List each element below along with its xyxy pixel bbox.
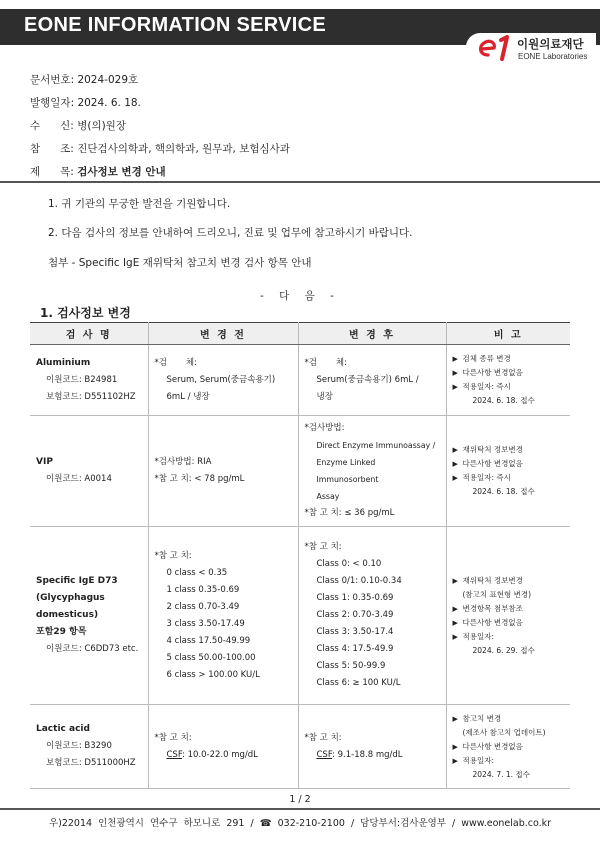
page-number: 1 / 2	[289, 794, 311, 805]
header-test-name: 검 사 명	[30, 323, 148, 345]
cell-line: 2 class 0.70-3.49	[166, 601, 240, 612]
cell-line: Class 3: 3.50-17.4	[316, 627, 394, 637]
remark-item: ▶ 적용일자: 즉시	[453, 380, 565, 394]
specimen-csf: CSF	[166, 749, 183, 760]
cell-line	[305, 747, 440, 764]
test-name: Lactic acid	[36, 724, 90, 734]
cell-line: *검 체:	[154, 357, 197, 368]
remark-item: ▶ 다른사항 변경없음	[453, 366, 565, 380]
logo-english-name: EONE Laboratories	[518, 52, 588, 61]
test-name: domesticus)	[36, 610, 99, 620]
cell-line: *참 고 치: ≤ 36 pg/mL	[304, 508, 395, 518]
cell-line: Class 0/1: 0.10-0.34	[316, 576, 402, 586]
remark-sub: 2024. 7. 1. 접수	[472, 769, 530, 779]
doc-number: 문서번호: 2024-029호	[30, 74, 139, 86]
remark-item: ▶ 다른사항 변경없음	[453, 457, 565, 471]
remarks-cell	[446, 705, 570, 789]
paragraph-2: 2. 다음 검사의 정보를 안내하여 드리오니, 진료 및 업무에 참고하시기 바랍니다.	[48, 227, 413, 239]
before-cell	[148, 345, 298, 416]
cell-line: *검 체:	[304, 357, 347, 368]
test-name: 포함29 항목	[36, 627, 87, 637]
after-cell	[298, 705, 446, 789]
header-after: 변 경 후	[298, 323, 446, 345]
remark-sub: 2024. 6. 29. 접수	[472, 645, 535, 655]
logo-korean-name: 이원의료재단	[517, 37, 584, 51]
cell-line: Class 1: 0.35-0.69	[316, 593, 394, 603]
specimen-csf: CSF	[316, 749, 333, 760]
cell-line: Serum(중금속용기) 6mL /	[316, 374, 419, 385]
test-name: Aluminium	[36, 357, 91, 368]
subject-label: 제 목:	[30, 166, 74, 178]
header-before: 변 경 전	[148, 323, 298, 345]
after-cell	[298, 345, 446, 416]
test-name-cell	[30, 416, 148, 527]
test-name-cell	[30, 705, 148, 789]
cell-line: Class 2: 0.70-3.49	[316, 610, 394, 620]
header-divider	[0, 181, 600, 183]
after-cell	[298, 527, 446, 705]
remark-item: ▶ 재위탁처 정보변경	[453, 574, 565, 588]
paragraph-1: 1. 귀 기관의 무궁한 발전을 기원합니다.	[48, 198, 231, 210]
remark-item: ▶ 다른사항 변경없음	[453, 616, 565, 630]
reference-row	[30, 141, 290, 156]
cell-line: 6mL / 냉장	[166, 391, 210, 402]
test-name: VIP	[36, 457, 53, 467]
cell-line: Enzyme Linked Immunosorbent	[316, 458, 379, 484]
section-title: 1. 검사정보 변경	[40, 306, 131, 320]
issue-date: 발행일자: 2024. 6. 18.	[30, 97, 141, 109]
remark-item: ▶ 변경항목 첨부참조	[453, 602, 565, 616]
footer-address: 우)22014 인천광역시 연수구 하모니로 291 / ☎ 032-210-2100 / 담당부서:검사운영부 / www.eonelab.co.kr	[48, 818, 552, 829]
cell-line: *참 고 치:	[304, 542, 342, 552]
table-header-row	[30, 323, 570, 345]
footer-divider	[0, 808, 600, 810]
before-cell	[148, 416, 298, 527]
recipient-value: 병(의)원장	[77, 120, 126, 132]
cell-line: Assay	[316, 492, 340, 501]
remark-item: ▶ 검체 종류 변경	[453, 352, 565, 366]
header-title: EONE INFORMATION SERVICE	[24, 14, 327, 36]
cell-line: *참 고 치:	[154, 550, 192, 561]
eone-logo-icon	[474, 35, 514, 63]
reference-label: 참 조:	[30, 143, 74, 155]
range-text: : 9.1-18.8 mg/dL	[332, 749, 403, 760]
test-code: 이원코드: B3290	[46, 741, 112, 751]
table-row	[30, 527, 570, 705]
cell-line: Serum, Serum(중금속용기)	[166, 374, 276, 385]
cell-line: *참 고 치:	[154, 732, 192, 743]
remark-sub: 2024. 6. 18. 접수	[472, 487, 535, 496]
remarks-cell	[446, 345, 570, 416]
test-code: 보험코드: D551102HZ	[46, 391, 136, 402]
cell-line: 냉장	[316, 391, 333, 402]
recipient-label: 수 신:	[30, 120, 74, 132]
remark-item: ▶ 다른사항 변경없음	[453, 740, 565, 754]
cell-line: Class 4: 17.5-49.9	[316, 644, 394, 654]
change-table	[30, 322, 570, 789]
cell-line: 5 class 50.00-100.00	[166, 652, 256, 663]
before-cell	[148, 527, 298, 705]
cell-line	[155, 747, 292, 764]
cell-line: *참 고 치: < 78 pg/mL	[154, 474, 245, 484]
after-cell	[298, 416, 446, 527]
range-text: : 10.0-22.0 mg/dL	[182, 749, 258, 760]
remark-sub: (참고치 표현형 변경)	[462, 589, 532, 599]
test-code: 보험코드: D511000HZ	[46, 758, 136, 768]
remarks-cell	[446, 416, 570, 527]
remark-sub: (제조사 참고치 업데이트)	[462, 727, 546, 737]
remark-sub: 2024. 6. 18. 접수	[472, 396, 535, 405]
table-row	[30, 416, 570, 527]
test-code: 이원코드: B24981	[46, 374, 118, 385]
remark-item: ▶ 적용일자:	[453, 630, 565, 644]
table-row	[30, 705, 570, 789]
remarks-cell	[446, 527, 570, 705]
header-remarks: 비 고	[446, 323, 570, 345]
test-name-cell	[30, 527, 148, 705]
cell-line: *검사방법:	[304, 423, 345, 433]
cell-line: 0 class < 0.35	[166, 567, 228, 578]
test-name: Specific IgE D73	[36, 576, 118, 586]
cell-line: Class 5: 50-99.9	[316, 661, 386, 671]
cell-line: Class 6: ≥ 100 KU/L	[316, 678, 401, 688]
remark-item: ▶ 적용일자: 즉시	[453, 471, 565, 485]
attachment-note: 첨부 - Specific IgE 재위탁처 참고치 변경 검사 항목 안내	[48, 257, 312, 269]
subject-value: 검사정보 변경 안내	[77, 166, 166, 178]
test-code: 이원코드: A0014	[46, 474, 112, 484]
cell-line: 6 class > 100.00 KU/L	[166, 669, 260, 680]
recipient-row	[30, 118, 126, 133]
remark-item: ▶ 재위탁처 정보변경	[453, 443, 565, 457]
cell-line: 1 class 0.35-0.69	[166, 584, 240, 595]
test-name-cell	[30, 345, 148, 416]
cell-line: *참 고 치:	[304, 732, 342, 743]
cell-line: 4 class 17.50-49.99	[166, 635, 251, 646]
subject-row	[30, 164, 166, 179]
remark-item: ▶ 적용일자:	[453, 754, 565, 768]
cell-line: *검사방법: RIA	[154, 457, 212, 467]
test-name: (Glycyphagus	[36, 593, 105, 603]
test-code: 이원코드: C6DD73 etc.	[46, 644, 139, 654]
cell-line: 3 class 3.50-17.49	[166, 618, 245, 629]
divider-text: - 다 음 -	[260, 290, 340, 302]
before-cell	[148, 705, 298, 789]
cell-line: Class 0: < 0.10	[316, 559, 382, 569]
remark-item: ▶ 참고치 변경	[453, 712, 565, 726]
table-row	[30, 345, 570, 416]
reference-value: 진단검사의학과, 핵의학과, 원무과, 보험심사과	[77, 143, 290, 155]
cell-line: Direct Enzyme Immunoassay /	[316, 441, 436, 450]
